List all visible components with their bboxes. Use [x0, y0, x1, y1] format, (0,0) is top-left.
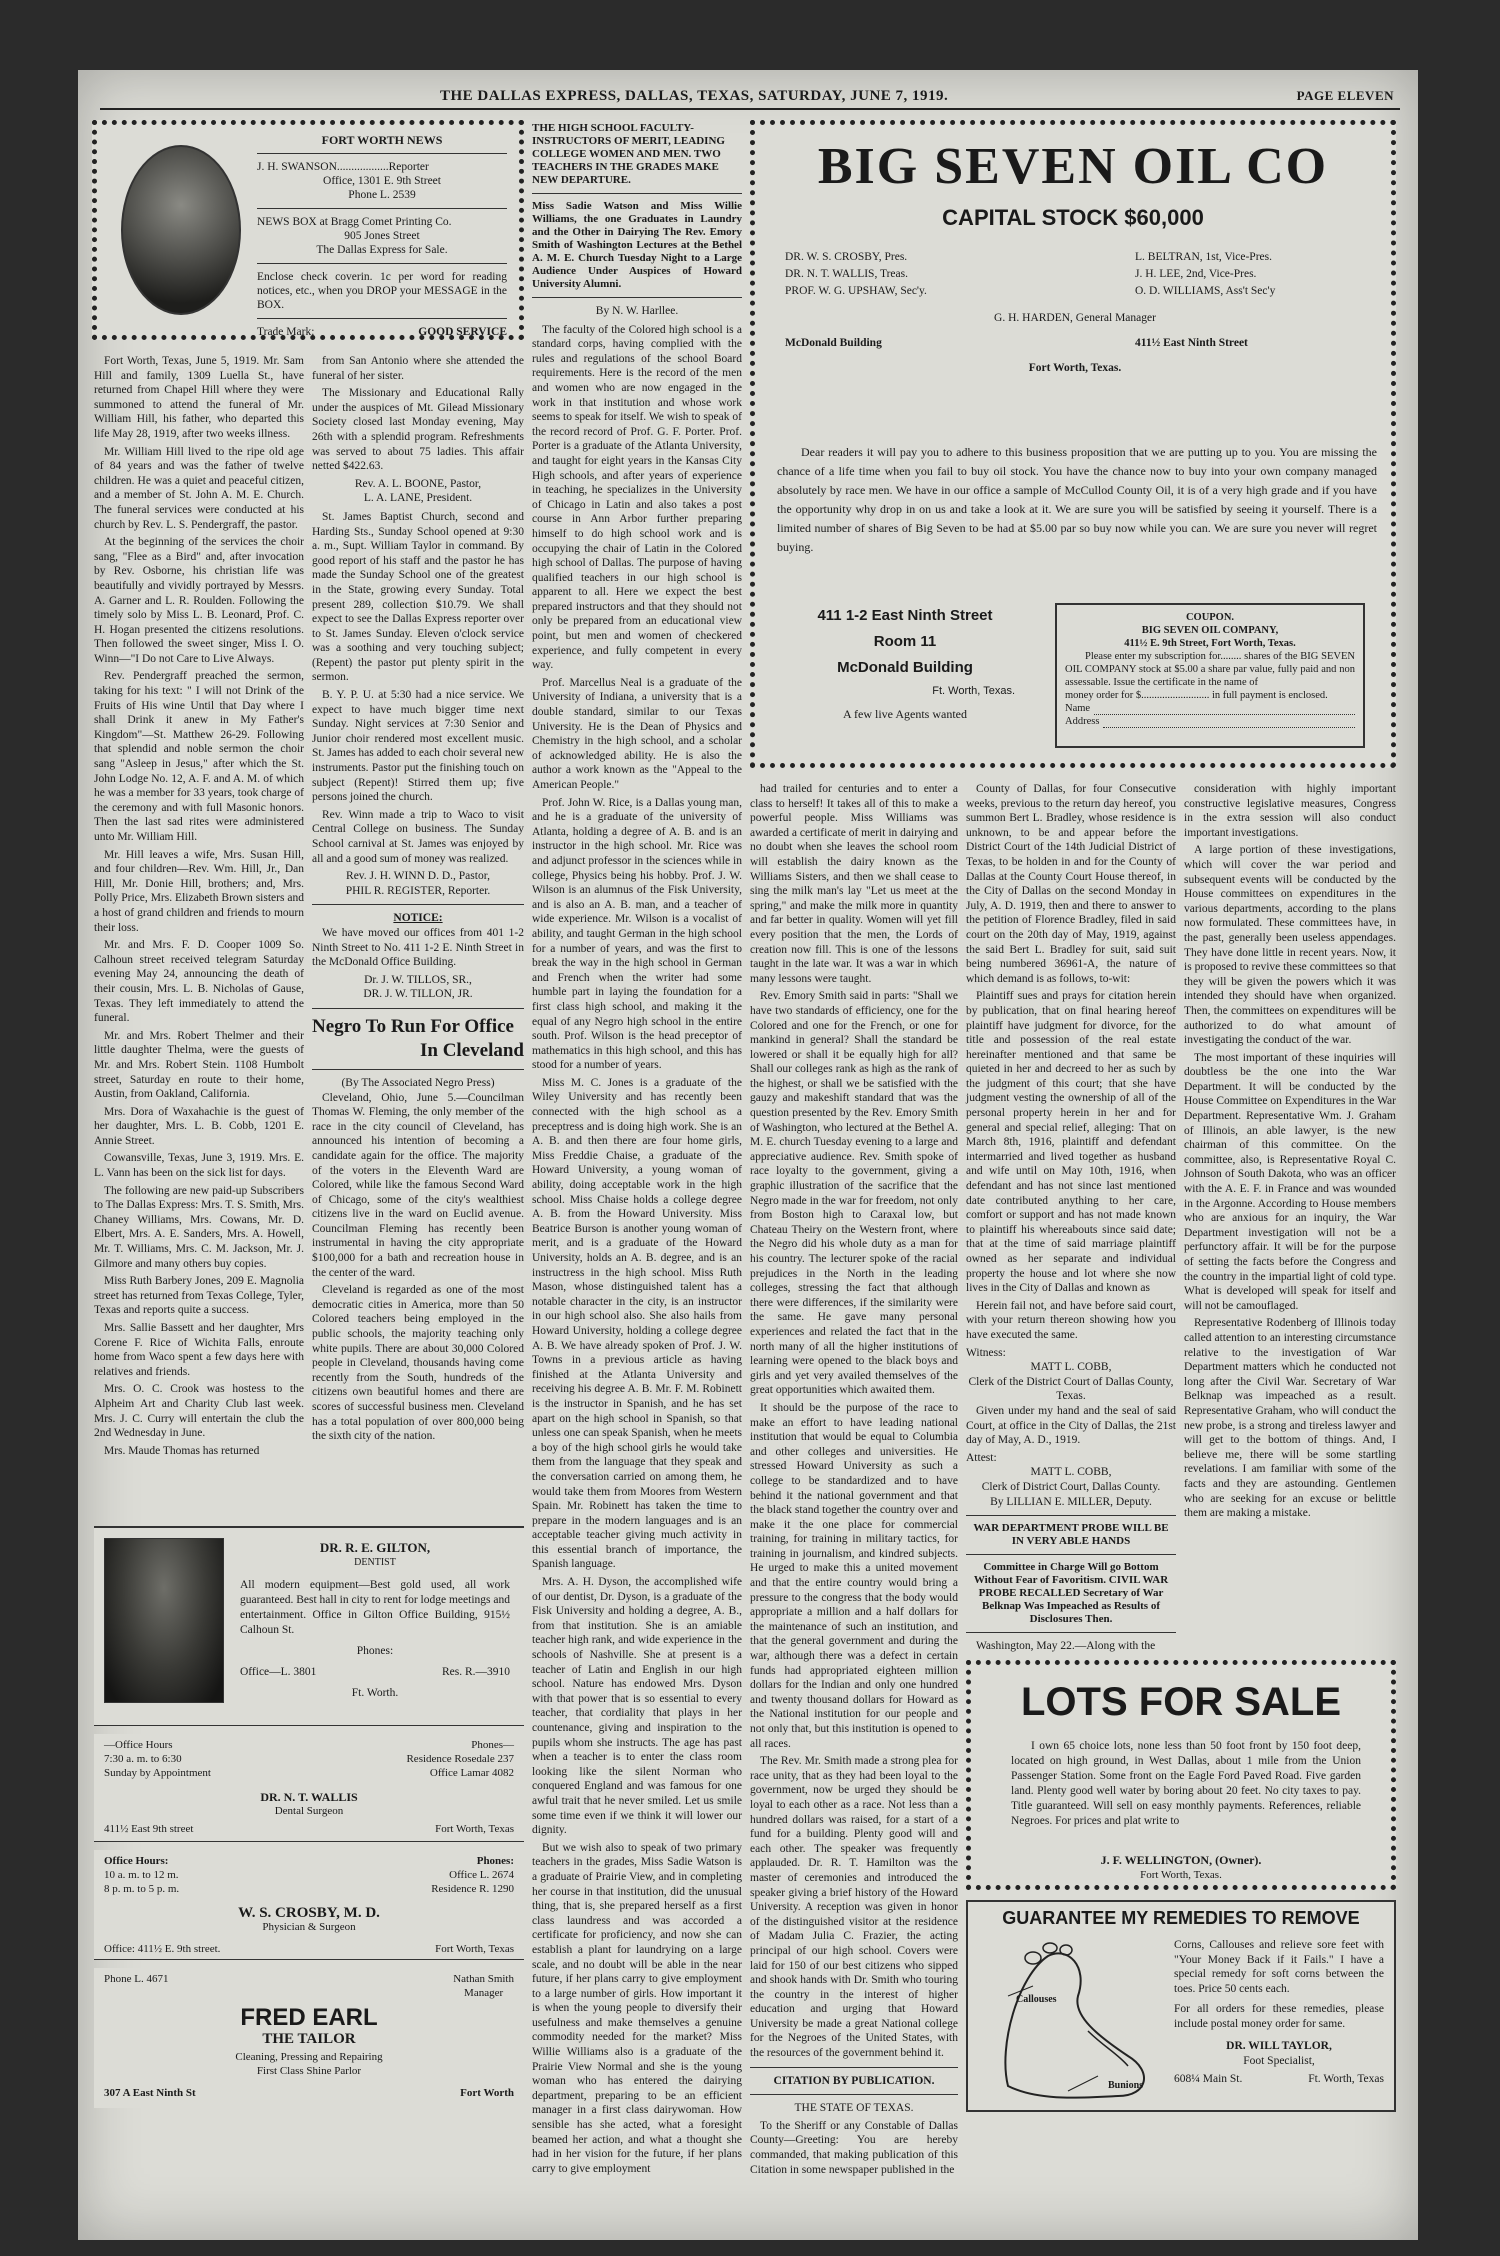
- attest-label: Attest:: [966, 1451, 997, 1464]
- wallis-name: DR. N. T. WALLIS: [260, 1790, 358, 1804]
- crosby-ad: [94, 1850, 524, 1960]
- coupon-money: money order for $.......................... in full payment is enclosed.: [1065, 690, 1328, 701]
- col1-paragraph: Mr. William Hill lived to the ripe old age of 84 years and was the father of twelve children. He was a quiet and peaceful citizen, and a member of St. John A. M. E. Church. The funeral services were conducted at his church by Rev. L. S. Pendergraff, the pastor.: [94, 445, 304, 531]
- col1-paragraph: Mr. and Mrs. Robert Thelmer and their little daughter Thelma, were the guests of Mr. and Mrs. Robert Stein. 1108 Humbolt street, Saturday en route to their home, Austin, from Oakland, California.: [94, 1029, 304, 1101]
- crosby-phones-head: Phones:: [476, 1855, 514, 1867]
- col6-paragraph: The most important of these inquiries will doubtless be the one into the War Department. It will be conducted by the House Committee on Expenditures in the War Department. Representative Wm. J. Graham of Illinois, an able lawyer, is the new chairman of this committee. On the committee, also, is Representative Royal C. Johnson of South Dakota, who was an officer with the A. E. F. in France and was wounded in the Argonne. According to House members who are anxious for an inquiry, the War Department investigation will not be a perfunctory affair. It will be for the purpose of setting the facts before the Congress and the country in the impartial light of cold type. What is developed will speak for itself and will not be camouflaged.: [1184, 1051, 1396, 1312]
- big-seven-city: Fort Worth, Texas.: [1028, 362, 1122, 374]
- col3-paragraph: Prof. John W. Rice, is a Dallas young man, and he is a graduate of the university of Atlanta, holding a degree of A. B. and is an instructor in the high school. Mr. Rice was and adjunct professor in the sciences while in college, Physics being his hobby. Prof. J. W. Wilson is an alumnus of the Fisk University, and is also an A. B. man, and a teacher of wide experience. Mr. Wilson is a vocalist of ability, and taught German in the high school for a number of years, and was the first to break the way in the high school in German and French when the writer had some humble part in laying the foundation for a first class high school, and making it the equal of any Negro high school in the entire south. Prof. Wilson is the head preceptor of mathematics in this high school, and this has stood for a number of years.: [532, 796, 742, 1072]
- col6-paragraph: consideration with highly important constructive legislative measures, Congress in the extra session will also conduct important investigations.: [1184, 783, 1396, 839]
- col3-subhead: Miss Sadie Watson and Miss Willie Williams, the one Graduates in Laundry and the Other in Dairying The Rev. Emory Smith of Washington Lectures at the Bethel A. M. E. Church Tuesday Night to a Large Audience Under Auspices of Howard University Alumni.: [532, 200, 742, 290]
- col4-paragraph: The Rev. Mr. Smith made a strong plea for race unity, that as they had been loyal to the government, now be urged they should be loyal to each other as a race. Not less than a hundred dollars was raised, for a start of a fund for a building. Plenty good will and each other. The speaker was frequently applauded. Dr. R. T. Hamilton was the master of ceremonies and introduced the speaker giving a brief history of the Howard University. A reception was given in honor of the distinguished visitor at the residence of Madam Julia C. Frazier, the acting principal of our high school. Covers were laid for 150 of our best citizens who sipped and shook hands with Dr. Smith who touring the country in the interest of higher education and urging that Howard University be made a great National college for the Negroes of the United States, with the resources of the government behind it.: [750, 1755, 958, 2060]
- taylor-body-2: For all orders for these remedies, please include postal money order for same.: [1174, 2003, 1384, 2030]
- fw-newsbox-1: NEWS BOX at Bragg Comet Printing Co.: [257, 216, 452, 228]
- lots-owner: J. F. WELLINGTON, (Owner).: [1100, 1853, 1262, 1867]
- page-number: PAGE ELEVEN: [1296, 88, 1394, 103]
- earl-phone: Phone L. 4671: [104, 1973, 169, 1985]
- col3-paragraph: The faculty of the Colored high school is a standard corps, having complied with the rules and regulations of the school Board requirements. Here is the record of the men and women who are now engaged in the work in that institution and whose work seems to speak for itself. We wish to speak of the record record of Prof. G. F. Porter. Prof. Porter is a graduate of the Atlanta University, and taught for eight years in the Kansas City High schools, and after years of experience in teaching, he specializes in the University of Chicago in Latin and also takes a post course in Ann Arbor further preparing himself to do high school work and is occupying the chair of Latin in the Colored high school of Dallas. The purpose of having qualified teachers in our high school is apparent to all. Here we expect the best prepared instructors and that they should not only be prepared from an educational view point, but men and women of checkered experience, and fully competent in every way.: [532, 323, 742, 672]
- col2-paragraph: from San Antonio where she attended the funeral of her sister.: [312, 355, 524, 382]
- col1-paragraph: Mrs. Maude Thomas has returned: [104, 1444, 260, 1457]
- gilton-body: All modern equipment—Best gold used, all work guaranteed. Best hall in city to rent for lodge meetings and entertainment. Office in Gilton Office Building, 915½ Calhoun St.: [240, 1579, 510, 1636]
- col1-paragraph: Mr. Hill leaves a wife, Mrs. Susan Hill, and four children—Rev. Wm. Hill, Jr., Dan Hill, Mr. Donie Hill, brothers; and, Mrs. Polly Price, Mrs. Elizabeth Brown sisters and a host of grand children and friends to mourn their loss.: [94, 848, 304, 934]
- gilton-phones: Phones:: [356, 1645, 394, 1657]
- gilton-res-phone: Res. R.—3910: [441, 1666, 510, 1678]
- earl-manager-name: Nathan Smith: [453, 1973, 514, 1985]
- fred-earl-ad: [94, 1968, 524, 2108]
- citation-head: CITATION BY PUBLICATION.: [773, 2074, 935, 2087]
- earl-sub: THE TAILOR: [262, 2031, 356, 2047]
- col4-paragraph: had trailed for centuries and to enter a class to herself! It takes all of this to make a powerful people. Miss Williams was awarded a certificate of merit in dairying and no doubt when she leaves the school room will establish the dairy known as the Williams Sisters, and then we shall cease to sing the milk man's lay "Let us meet at the spring," and make the milk more in quantity and far better in quality. Women will yet fill every position that the men, the Lords of creation now fill. This is one of the lessons taught in the late war. It was a war in which many lessons were taught.: [750, 783, 958, 985]
- coupon-body: Please enter my subscription for........ shares of the BIG SEVEN OIL COMPANY stock at $5.00 a share par value, fully paid and non assessable. Issue the certificate in the name of: [1065, 651, 1355, 688]
- fw-newsbox-2: 905 Jones Street: [344, 230, 420, 242]
- col3-paragraph: But we wish also to speak of two primary teachers in the grades, Miss Sadie Watson is a graduate of Prairie View, and in completing her course in that institution, did the unusual thing, that is, she prepared herself as a first class laundress and was accorded a certificate for proficiency, and now she can establish a plant for laundrying on a large scale, and no doubt will be able in the near future, if her plans carry to give employment to a large number of girls. How important it is when the young people to diversify their usefulness and make themselves a genuine commodity needed for the market? Miss Willie Williams also is a graduate of the Prairie View Normal and she is the young woman who has entered the dairying department, preparing to be an efficient manager in a first class dairywoman. How sensible has she acted, what a foresight beamed her action, and what a thought she had in her vision for the future, if her plans carry to give employment: [532, 1841, 742, 2175]
- col3-headline: THE HIGH SCHOOL FACULTY-INSTRUCTORS OF MERIT, LEADING COLLEGE WOMEN AND MEN. TWO TEACHERS IN THE GRADES MAKE NEW DEPARTURE.: [532, 122, 725, 186]
- big-seven-building: McDonald Building: [785, 337, 882, 349]
- taylor-title-2: Foot Specialist,: [1243, 2054, 1315, 2067]
- crosby-title: Physician & Surgeon: [262, 1921, 356, 1933]
- col1-paragraph: At the beginning of the services the choir sang, "Flee as a Bird" and, after invocation by Rev. Osborne, his christian life was beautifully and vividly portrayed by Messrs. A. Garner and L. R. Roulden. Following the timely solo by Miss L. B. Leonard, Prof. C. H. Hogan presented the citizens resolutions. Then followed the sweet singer, Miss I. O. Winn—"I Do not Care to Live Always.: [94, 536, 304, 665]
- coupon[interactable]: [1055, 603, 1365, 748]
- lots-body: I own 65 choice lots, none less than 50 foot front by 150 foot deep, located on high ground, in West Dallas, about 1 mile from the Union Passenger Station. Some front on the Eagle Ford Paved Road. Five garden land. Plenty good well water by boring about 20 feet. No city taxes to pay. Title guaranteed. Will sell on easy monthly payments. References, reliable Negroes. For prices and plat write to: [1011, 1740, 1361, 1827]
- big-seven-oil-ad: [750, 120, 1396, 768]
- gilton-city: Ft. Worth.: [351, 1687, 399, 1699]
- headline-cleveland: In Cleveland: [420, 1039, 524, 1061]
- column-5: [966, 782, 1176, 1652]
- big-seven-address-4: Ft. Worth, Texas.: [932, 685, 1015, 697]
- bunions-label: Bunions: [1108, 2080, 1144, 2091]
- big-seven-address-1: 411 1-2 East Ninth Street: [817, 607, 993, 624]
- col2-paragraph: Cleveland is regarded as one of the most democratic cities in America, more than 50 Colored teachers being employed in the public schools, the majority teaching only white pupils. There are about 30,000 Colored people in Cleveland, thousands having come recently from the South, hundreds of the citizens own beautiful homes and there are scores of successful business men. Cleveland has a total population of over 800,000 being the sixth city of the nation.: [312, 1284, 524, 1443]
- column-6: [1184, 782, 1396, 1652]
- coupon-head: COUPON.: [1185, 612, 1235, 623]
- officer: PROF. W. G. UPSHAW, Sec'y.: [785, 285, 927, 297]
- lots-for-sale-ad: [966, 1660, 1396, 1890]
- col4-paragraph: It should be the purpose of the race to make an effort to have leading national institution that would be equal to Columbia and other colleges and universities. He stressed Howard University as such a college to be standardized and to have behind it the national government and that the black stand together the country over and make it the one place for commercial training, for training in military tactics, for training in journalism, and kindred subjects. He urged to make this a united movement and that the entire country would bring a pressure to the congress that the body would appropriate a million and a half dollars for the maintenance of such an institution, and that the general government and during the war, although there was a defect in certain funds had appropriated eighteen million dollars for the Indian and only one hundred and twenty thousand dollars for Howard as the National institution for our people and not only that, but this institution is opened to all races.: [750, 1401, 958, 1750]
- earl-address: 307 A East Ninth St: [104, 2087, 196, 2099]
- witness-label: Witness:: [966, 1346, 1006, 1359]
- general-manager: G. H. HARDEN, General Manager: [994, 312, 1156, 324]
- gilton-portrait: [104, 1538, 224, 1703]
- taylor-city: Ft. Worth, Texas: [1308, 2073, 1384, 2085]
- taylor-title: GUARANTEE MY REMEDIES TO REMOVE: [1002, 1908, 1360, 1928]
- col3-byline: By N. W. Harllee.: [595, 305, 679, 317]
- col2-signature: L. A. LANE, President.: [363, 492, 473, 505]
- col2-paragraph: Rev. Winn made a trip to Waco to visit Central College on business. The Sunday School carnival at St. James was enjoyed by all and a good sum of money was realized.: [312, 808, 524, 865]
- fw-trademark: Trade Mark:: [257, 326, 315, 338]
- war-subhead: Committee in Charge Will go Bottom Without Fear of Favoritism. CIVIL WAR PROBE RECALLED Secretary of War Belknap Was Impeached as Results of Disclosures Then.: [973, 1561, 1169, 1626]
- big-seven-title: BIG SEVEN OIL CO: [817, 138, 1329, 195]
- col5-paragraph: Given under my hand and the seal of said Court, at office in the City of Dallas, the 21st day of May, A. D., 1919.: [966, 1404, 1176, 1447]
- officer: DR. N. T. WALLIS, Treas.: [785, 268, 908, 280]
- reporter-portrait: [121, 145, 241, 315]
- crosby-hours-1: 10 a. m. to 12 m.: [104, 1869, 179, 1881]
- fw-news-title: FORT WORTH NEWS: [321, 133, 443, 147]
- masthead-title: THE DALLAS EXPRESS, DALLAS, TEXAS, SATURDAY, JUNE 7, 1919.: [440, 88, 949, 104]
- column-1: [94, 354, 304, 1524]
- col1-paragraph: The following are new paid-up Subscribers to The Dallas Express: Mrs. T. S. Smith, Mrs. Chaney Williams, Mrs. Cowans, Mr. D. Elbert, Mrs. A. E. Sanders, Mrs. A. Howell, Mr. T. Williams, Mrs. C. M. Jackson, Mr. J. Gilmore and many others buy copies.: [94, 1184, 304, 1270]
- wallis-city: Fort Worth, Texas: [435, 1823, 514, 1835]
- big-seven-capital: CAPITAL STOCK $60,000: [942, 205, 1204, 230]
- fw-good-service: GOOD SERVICE: [418, 326, 507, 338]
- column-2: [312, 354, 524, 1514]
- newspaper-page: [78, 70, 1418, 2240]
- earl-city: Fort Worth: [460, 2087, 514, 2099]
- fw-office: Office, 1301 E. 9th Street: [323, 175, 441, 187]
- col2-signature: Rev. J. H. WINN D. D., Pastor,: [346, 870, 490, 883]
- wallis-ad: [94, 1734, 524, 1842]
- masthead: [100, 82, 1400, 110]
- lots-title: LOTS FOR SALE: [1021, 1680, 1341, 1724]
- earl-line-1: Cleaning, Pressing and Repairing: [235, 2051, 383, 2063]
- col1-paragraph: Mr. and Mrs. F. D. Cooper 1009 So. Calhoun street received telegram Saturday evening May 24, announcing the death of their cousin, Mrs. L. B. Nicholas of Gause, Texas. They left immediately to attend the funeral.: [94, 939, 304, 1025]
- gilton-office-phone: Office—L. 3801: [240, 1666, 317, 1678]
- crosby-hours-2: 8 p. m. to 5 p. m.: [104, 1883, 180, 1895]
- notice-heading: NOTICE:: [393, 912, 443, 925]
- col2-paragraph: Cleveland, Ohio, June 5.—Councilman Thomas W. Fleming, the only member of the race in the city council of Cleveland, has announced his intention of becoming a candidate again for the office. The majority of the voters in the Eleventh Ward are Colored, while like the famous Second Ward of Chicago, some of the city's wealthiest citizens live in the ward on Euclid avenue. Councilman Fleming has recently been instrumental in having the city appropriate $100,000 for a bath and recreation house in the center of the ward.: [312, 1091, 524, 1279]
- fw-phone: Phone L. 2539: [348, 189, 416, 201]
- col5-paragraph: Plaintiff sues and prays for citation herein by publication, that on final hearing hereof plaintiff have judgment for divorce, for the title and possession of the real estate hereinafter mentioned and that same be quieted in her and decreed to her as such by the judgment of this court; that she have judgment vesting the ownership of all of the personal property herein in her and for general and special relief, alleging: That on March 8th, 1916, plaintiff and defendant intermarried and lived together as husband and wife until on May 10th, 1916, when defendant and has not since last mentioned date contributed anything to her care, comfort or support and has not made known to plaintiff his whereabouts since said date; that at the time of said marriage plaintiff owned as her separate and individual property the house and lot where she now lives in the City of Dallas and known as: [966, 990, 1176, 1295]
- coupon-address-field[interactable]: [1103, 715, 1355, 728]
- col2-paragraph: St. James Baptist Church, second and Harding Sts., Sunday School opened at 9:30 a. m., Supt. William Taylor in command. By good report of his staff and the pastor he has made the Sunday School one of the greatest in the State, growing every Sunday. Total present 289, collection $10.79. We shall expect to see the Dallas Express reporter over to St. James Sunday. Eleven o'clock service was a soothing and very touching subject; (Repent) the pastor put plenty spirit in the sermon.: [312, 510, 524, 684]
- col6-paragraph: Representative Rodenberg of Illinois today called attention to an interesting circumstance relative to the investigation of War Department matters which he conducted not long after the Civil War. Secretary of War Belknap was impeached as a result. Representative Graham, who will conduct the new probe, is a strong and tireless lawyer and will get to the bottom of things. And, I believe me, there will be some startling revelations. I am familiar with some of the facts and they are astounding. Gentlemen who are seeking for an excuse or belittle them are making a mistake.: [1184, 1317, 1396, 1520]
- taylor-address: 608¼ Main St.: [1174, 2073, 1243, 2085]
- wallis-title: Dental Surgeon: [274, 1805, 344, 1817]
- col1-paragraph: Miss Ruth Barbery Jones, 209 E. Magnolia street has returned from Texas College, Tyler, Texas and reports quite a success.: [94, 1275, 304, 1317]
- ap-credit: (By The Associated Negro Press): [341, 1076, 495, 1089]
- crosby-hours-head: Office Hours:: [104, 1855, 169, 1867]
- col1-paragraph: Rev. Pendergraff preached the sermon, taking for his text: " I will not Drink of the Fruits of His wine Until that Day where I shall Drink it anew in My Father's Kingdom"—St. Matthew 26-29. Following that splendid and noble sermon the choir sang "Asleep in Jesus," after which the St. John Lodge No. 12, A. F. and A. M. of which he was a member for 33 years, took charge of the ceremony and with full Masonic honors. Then the last sad rites were administered unto Mr. William Hill.: [94, 670, 304, 843]
- wallis-phones-head: Phones—: [471, 1739, 514, 1751]
- col2-signature: PHIL R. REGISTER, Reporter.: [345, 884, 491, 897]
- big-seven-agents: A few live Agents wanted: [843, 707, 967, 721]
- col1-paragraph: Fort Worth, Texas, June 5, 1919. Mr. Sam Hill and family, 1309 Luella St., have returned from Chapel Hill where they were summoned to attend the funeral of Mr. William Hill, his father, who departed this life May 28, 1919, after two weeks illness.: [94, 355, 304, 440]
- col1-paragraph: Mrs. Dora of Waxahachie is the guest of her daughter, Mrs. L. B. Cobb, 1201 E. Annie Street.: [94, 1105, 304, 1147]
- col1-paragraph: Cowansville, Texas, June 3, 1919. Mrs. E. L. Vann has been on the sick list for days.: [94, 1152, 304, 1180]
- clerk-name: MATT L. COBB,: [1030, 1466, 1112, 1479]
- column-3: [532, 122, 742, 2175]
- officer: DR. W. S. CROSBY, Pres.: [785, 251, 908, 263]
- fw-enclose: Enclose check coverin. 1c per word for reading notices, etc., when you DROP your MESSAGE in the BOX.: [257, 271, 507, 311]
- big-seven-address-2: Room 11: [873, 633, 937, 650]
- coupon-address-label: Address: [1065, 716, 1100, 727]
- col1-paragraph: Mrs. O. C. Crook was hostess to the Alpheim Art and Charity Club last week. Mrs. J. C. Curry will entertain the club the 2nd Wednesday in June.: [94, 1383, 304, 1440]
- clerk-name: MATT L. COBB,: [1030, 1361, 1112, 1374]
- fw-reporter: J. H. SWANSON..................Reporter: [257, 161, 429, 173]
- earl-manager: Manager: [464, 1987, 504, 1999]
- col4-paragraph: To the Sheriff or any Constable of Dallas County—Greeting: You are hereby commanded, that making publication of this Citation in some newspaper published in the: [750, 2119, 958, 2176]
- big-seven-address-3: McDonald Building: [837, 659, 973, 676]
- big-seven-street: 411½ East Ninth Street: [1135, 337, 1248, 349]
- crosby-res-phone: Residence R. 1290: [431, 1883, 514, 1895]
- wallis-hours-1: 7:30 a. m. to 6:30: [104, 1753, 182, 1765]
- headline-negro-to-run: Negro To Run For Office: [312, 1015, 514, 1037]
- gilton-title: DENTIST: [354, 1557, 396, 1568]
- col3-paragraph: Prof. Marcellus Neal is a graduate of the University of Indiana, a university that is a double standard, similar to our Texas University. He is the Dean of Physics and Chemistry in the high school, and a scholar of acknowledged ability. He is also the author a work known as the "Appeal to the American People.": [532, 676, 742, 791]
- big-seven-pitch: Dear readers it will pay you to adhere to this business proposition that we are putting up to you. You are missing the chance of a life time when you fail to buy oil stock. You have the chance now to buy into your own company managed absolutely by race men. We have in our office a sample of McCullod County Oil, it is of a very high grade and if you have the opportunity why drop in on us and take a look at it. We are sure you will be satisfied by seeing it yourself. There is a limited number of shares of Big Seven to be had at $5.00 par so buy now while you can. We are sure you never will regret buying.: [777, 445, 1377, 554]
- col4-paragraph: Rev. Emory Smith said in parts: "Shall we have two standards of efficiency, one for the Colored and one for the French, or one for mankind in general? Shall the standard be lowered or shall it be equally high for all? Shall our colleges rank as high as the rank of the highest, or shall we be satisfied with the gauzy and makeshift standard that was the question presented by the Rev. Emory Smith of Washington, who lectured at the Bethel A. M. E. church Tuesday evening to a large and appreciative audience. Rev. Smith spoke of race loyalty to the government, giving a graphic illustration of the sacrifice that the Negro made in the war for freedom, not only from Boston high to Caraxal low, but Chateau Theiry on the Western front, where the Negro did his whole duty as a man for his country. The lecturer spoke of the racial prejudices in the North in the leading colleges, stressing the fact that although there were differences, if the similarity were the same. He gave many personal experiences and related the fact that in the north many of all the higher institutions of learning were opened to the black boys and girls and yet very availed themselves of the great opportunities which awaited them.: [750, 990, 958, 1397]
- col5-paragraph: Herein fail not, and have before said court, with your return thereon showing how you have executed the same.: [966, 1299, 1176, 1341]
- taylor-body: Corns, Callouses and relieve sore feet with "Your Money Back if it Fails." I have a special remedy for soft corns between the toes. Price 50 cents each.: [1174, 1939, 1384, 1995]
- gilton-name: DR. R. E. GILTON,: [319, 1540, 431, 1555]
- crosby-office-address: Office: 411½ E. 9th street.: [104, 1943, 221, 1955]
- war-headline: WAR DEPARTMENT PROBE WILL BE IN VERY ABLE HANDS: [973, 1522, 1169, 1548]
- wallis-hours-head: —Office Hours: [104, 1739, 173, 1751]
- column-4: [750, 782, 958, 2176]
- col2-paragraph: The Missionary and Educational Rally under the auspices of Mt. Gilead Missionary Society closed last Monday evening, May 26th with a splendid program. Refreshments was served to about 75 ladies. This affair netted $422.63.: [312, 387, 524, 473]
- officer: L. BELTRAN, 1st, Vice-Pres.: [1135, 251, 1272, 263]
- clerk-title: Clerk of District Court, Dallas County.: [981, 1480, 1161, 1493]
- coupon-name-field[interactable]: [1094, 702, 1355, 715]
- fw-newsbox-3: The Dallas Express for Sale.: [316, 244, 448, 256]
- col1-paragraph: Mrs. Sallie Bassett and her daughter, Mrs Corene F. Rice of Wichita Falls, enroute home from Waco spent a few days here with relatives and friends.: [94, 1322, 304, 1378]
- col3-paragraph: Miss M. C. Jones is a graduate of the Wiley University and has recently been connected with the high school as a preceptress and is doing high work. She is an A. B. and then there are four home girls, Miss Freddie Chaise, a graduate of the Howard University, a young woman of ability, doing acceptable work in the high school. Miss Chaise holds a college degree A. B. from the Howard University. Miss Beatrice Burson is another young woman of merit, and is a graduate of the Howard University, holds an A. B. degree, and is an instructress in the high school. Miss Ruth Mason, whose distinguished talent has a notable character in the city, is an instructor in our high school also. She also hails from Howard University, holding a college degree A. B. We have already spoken of Prof. J. W. Towns in a previous article as having finished at the Atlanta University and receiving his degree A. B. Mr. F. M. Robinett is the instructor in Spanish, and he has set apart on the high school in Spanish, so that unless one can speak Spanish, when he meets a boy of the high school girls he would take them from the language that they speak and the conversation carried on among them, he would take them from Moores from Western Spain. Mr. Robinett has taken the time to prepare in the modern languages and is an acceptable teacher giving much activity in this essential branch of importance, the Spanish language.: [532, 1076, 742, 1571]
- earl-name: FRED EARL: [240, 2004, 378, 2031]
- coupon-company: BIG SEVEN OIL COMPANY,: [1141, 625, 1279, 636]
- notice-signature: Dr. J. W. TILLOS, SR.,: [364, 973, 472, 986]
- notice-signature: DR. J. W. TILLON, JR.: [363, 988, 473, 1001]
- officer: J. H. LEE, 2nd, Vice-Pres.: [1135, 268, 1257, 280]
- wallis-office: Office Lamar 4082: [429, 1767, 514, 1779]
- wallis-res: Residence Rosedale 237: [406, 1753, 514, 1765]
- taylor-foot-ad: [966, 1900, 1396, 2112]
- crosby-name: W. S. CROSBY, M. D.: [238, 1905, 380, 1921]
- col2-paragraph: B. Y. P. U. at 5:30 had a nice service. We expect to have much bigger time next Sunday. Night services at 7:30 Senior and Junior choir rendered most excellent music. St. James has added to each choir several new instruments. Pastor put the finishing touch on subject (Repent)! Stirred them up; five persons joined the church.: [312, 689, 524, 804]
- notice-text: We have moved our offices from 401 1-2 Ninth Street to No. 411 1-2 E. Ninth Street in the McDonald Office Building.: [312, 926, 524, 969]
- fort-worth-news-box: [92, 120, 524, 340]
- wallis-hours-2: Sunday by Appointment: [104, 1767, 211, 1779]
- col6-paragraph: A large portion of these investigations, which will cover the war period and subsequent events will be conducted by the House committees on expenditures in the various departments, according to the plans now formulated. These committees have, in the past, generally been useless appendages. They have done little in recent years. Now, it is proposed to revive these committees so that they will be given the powers which it was intended they should have when organized. Then, the committees on expenditures will be authorized to do what amount of investigating the conduct of the war.: [1184, 844, 1396, 1047]
- callouses-label: Callouses: [1016, 1994, 1057, 2005]
- gilton-ad: [94, 1526, 524, 1726]
- officer: O. D. WILLIAMS, Ass't Sec'y: [1135, 285, 1276, 297]
- col3-paragraph: Mrs. A. H. Dyson, the accomplished wife of our dentist, Dr. Dyson, is a graduate of the Fisk University and holding a degree, A. B., from that institution. She is an amiable teacher high rank, and wide experience in the schools of Nashville. She at present is a teacher of Latin and English in our high school. Nature has endowed Mrs. Dyson with that power that is so essential to every teacher, that cordiality that plays in her countenance, giving and inspiration to the pupils whom she instructs. The age has past when a teacher is to enter the class room looking like the silent Norman who conquered England and was famous for one awful trait that he never smiled. Let us smile some time even if we think it will lower our dignity.: [532, 1576, 742, 1837]
- col2-signature: Rev. A. L. BOONE, Pastor,: [354, 477, 482, 490]
- state-of-texas: THE STATE OF TEXAS.: [794, 2102, 914, 2115]
- coupon-name-label: Name: [1065, 703, 1091, 714]
- col5-paragraph: Washington, May 22.—Along with the: [976, 1640, 1156, 1653]
- crosby-office-phone: Office L. 2674: [449, 1869, 514, 1881]
- taylor-name: DR. WILL TAYLOR,: [1226, 2040, 1332, 2052]
- clerk-title: Clerk of the District Court of Dallas County, Texas.: [968, 1375, 1174, 1403]
- col5-paragraph: County of Dallas, for four Consecutive weeks, previous to the return day hereof, you summon Bert L. Bradley, whose residence is unknown, to be and appear before the District Court of the 14th Judicial District of Texas, to be holden in and for the County of Dallas at the County Court House thereof, in the City of Dallas on the second Monday in July, A. D. 1919, then and there to answer to the petition of Florence Bradley, filed in said court on the 20th day of May, 1919, against the said Bert L. Bradley for suit, said suit being numbered 36961-A, the nature of which demand is as follows, to-wit:: [966, 783, 1176, 985]
- earl-line-2: First Class Shine Parlor: [256, 2065, 362, 2077]
- deputy: By LILLIAN E. MILLER, Deputy.: [990, 1495, 1152, 1508]
- lots-city: Fort Worth, Texas.: [1140, 1869, 1222, 1881]
- crosby-city: Fort Worth, Texas: [435, 1943, 514, 1955]
- wallis-address: 411½ East 9th street: [104, 1823, 194, 1835]
- coupon-address: 411½ E. 9th Street, Fort Worth, Texas.: [1124, 638, 1296, 649]
